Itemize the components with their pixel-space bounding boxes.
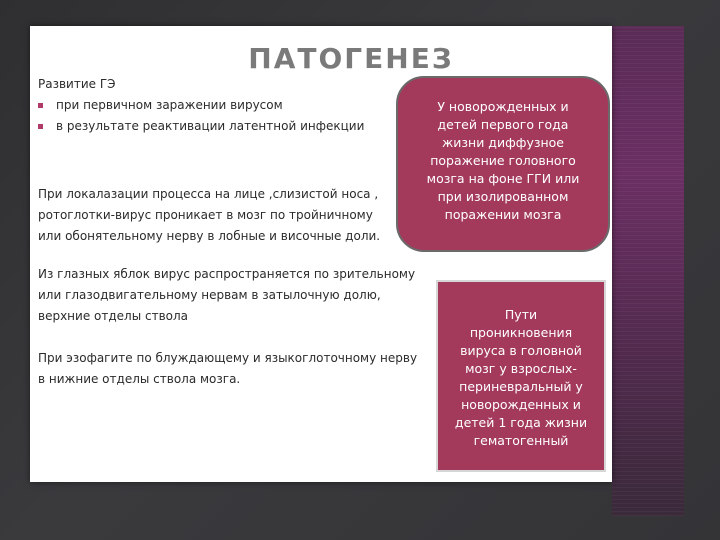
intro-block xyxy=(38,74,364,137)
decorative-side-strip xyxy=(612,26,684,516)
bullet-icon xyxy=(38,103,43,108)
slide xyxy=(30,26,612,482)
paragraph-line: Из глазных яблок вирус распространяется по зрительному xyxy=(38,267,416,281)
bullet-icon xyxy=(38,124,43,129)
callout-line: проникновения xyxy=(469,325,573,340)
callout-line: периневральный у xyxy=(459,379,583,394)
paragraph-line: ротоглотки-вирус проникает в мозг по тройничному xyxy=(38,208,373,222)
bullet-item xyxy=(38,116,364,137)
paragraph-line: верхние отделы ствола xyxy=(38,309,189,323)
callout-line: поражении мозга xyxy=(444,207,562,222)
callout-line: жизни диффузное xyxy=(442,135,564,150)
callout-line: У новорожденных и xyxy=(437,99,569,114)
callout-line: мозга на фоне ГГИ или xyxy=(426,171,580,186)
callout-line: новорожденных и xyxy=(461,397,581,412)
callout-line: Пути xyxy=(504,307,538,322)
bullet-text: в результате реактивации латентной инфекции xyxy=(56,119,365,133)
paragraph-line: или глазодвигательному нервам в затылочную долю, xyxy=(38,288,381,302)
paragraph-eyes xyxy=(38,264,415,327)
pathways-callout xyxy=(436,280,606,472)
paragraph-line: или обонятельному нерву в лобные и височные доли. xyxy=(38,229,381,243)
paragraph-face xyxy=(38,184,380,247)
bullet-text: при первичном заражении вирусом xyxy=(56,98,283,112)
slide-title: ПАТОГЕНЕЗ xyxy=(248,42,454,75)
intro-heading: Развитие ГЭ xyxy=(38,77,116,91)
paragraph-line: При локалазации процесса на лице ,слизистой носа , xyxy=(38,187,379,201)
paragraph-line: При эзофагите по блуждающему и языкоглоточному нерву xyxy=(38,351,418,365)
callout-line: вируса в головной xyxy=(460,343,582,358)
callout-line: при изолированном xyxy=(437,189,569,204)
callout-line: детей первого года xyxy=(437,117,569,132)
bullet-item xyxy=(38,95,364,116)
callout-line: мозг у взрослых- xyxy=(465,361,577,376)
newborn-callout xyxy=(396,76,610,252)
paragraph-line: в нижние отделы ствола мозга. xyxy=(38,372,241,386)
callout-line: детей 1 года жизни xyxy=(454,415,588,430)
callout-line: гематогенный xyxy=(473,433,569,448)
paragraph-esophagitis xyxy=(38,348,417,390)
callout-line: поражение головного xyxy=(430,153,576,168)
